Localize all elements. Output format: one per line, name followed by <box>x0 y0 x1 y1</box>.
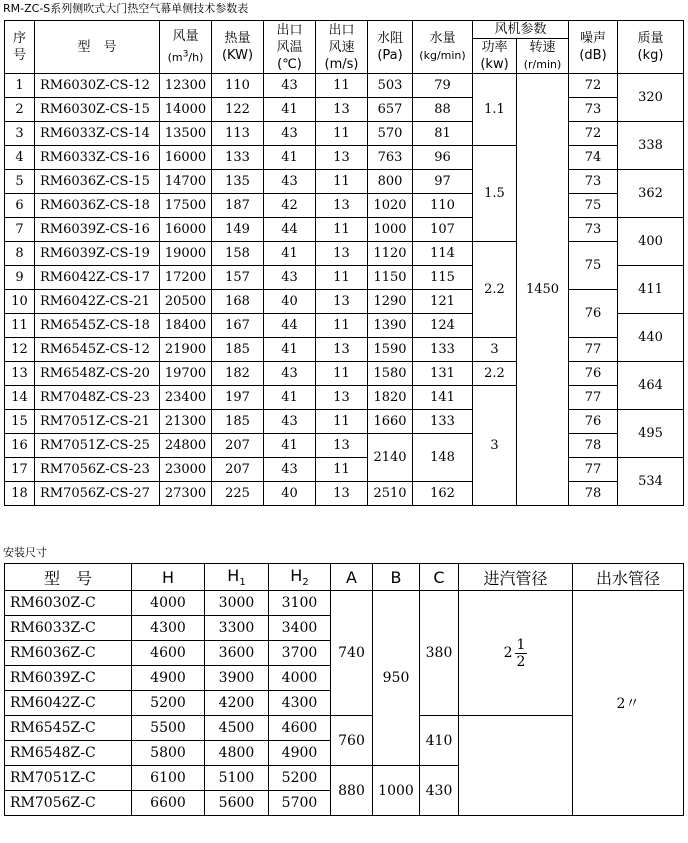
cell-speed: 11 <box>316 314 368 338</box>
cell-noise: 77 <box>569 458 618 482</box>
cell-no: 10 <box>5 290 35 314</box>
cell-h1: 5600 <box>205 791 269 816</box>
cell-model: RM6030Z-CS-12 <box>35 74 160 98</box>
cell-model: RM6036Z-CS-18 <box>35 194 160 218</box>
cell-h2: 4000 <box>269 666 331 691</box>
cell-air: 21300 <box>160 410 212 434</box>
header-water-volume: 水量 (kg/min) <box>413 21 473 74</box>
cell-air: 27300 <box>160 482 212 506</box>
cell-noise: 78 <box>569 482 618 506</box>
cell-noise: 73 <box>569 170 618 194</box>
install-table <box>4 563 684 816</box>
install-header-h: H <box>132 564 205 591</box>
cell-no: 2 <box>5 98 35 122</box>
inlet-fraction: 2 1 2 <box>503 636 526 670</box>
cell-power: 3 <box>473 338 517 362</box>
cell-c: 410 <box>420 716 459 766</box>
cell-noise: 74 <box>569 146 618 170</box>
table-row <box>5 591 684 616</box>
cell-a: 740 <box>331 591 373 716</box>
cell-air: 20500 <box>160 290 212 314</box>
cell-h2: 3700 <box>269 641 331 666</box>
cell-heat: 207 <box>212 434 264 458</box>
cell-temp: 41 <box>264 98 316 122</box>
cell-h1: 4200 <box>205 691 269 716</box>
cell-power: 2.2 <box>473 242 517 338</box>
cell-air: 16000 <box>160 146 212 170</box>
cell-resist: 1820 <box>368 386 413 410</box>
header-water-resistance: 水阻 (Pa) <box>368 21 413 74</box>
cell-heat: 182 <box>212 362 264 386</box>
cell-h1: 3900 <box>205 666 269 691</box>
cell-model: RM6039Z-CS-19 <box>35 242 160 266</box>
cell-b: 1000 <box>373 766 420 816</box>
cell-no: 18 <box>5 482 35 506</box>
cell-model: RM6545Z-C <box>5 716 132 741</box>
table-row <box>5 362 684 386</box>
cell-resist: 1020 <box>368 194 413 218</box>
table-row <box>5 338 684 362</box>
cell-no: 14 <box>5 386 35 410</box>
cell-h1: 5100 <box>205 766 269 791</box>
cell-no: 12 <box>5 338 35 362</box>
cell-heat: 157 <box>212 266 264 290</box>
cell-water: 148 <box>413 434 473 482</box>
cell-air: 21900 <box>160 338 212 362</box>
cell-model: RM7051Z-CS-21 <box>35 410 160 434</box>
cell-model: RM6033Z-C <box>5 616 132 641</box>
cell-model: RM6042Z-C <box>5 691 132 716</box>
cell-heat: 168 <box>212 290 264 314</box>
cell-power: 1.5 <box>473 146 517 242</box>
cell-h: 5800 <box>132 741 205 766</box>
table-row <box>5 482 684 506</box>
cell-speed: 13 <box>316 194 368 218</box>
cell-resist: 1150 <box>368 266 413 290</box>
cell-air: 19000 <box>160 242 212 266</box>
cell-water: 124 <box>413 314 473 338</box>
table-row <box>5 146 684 170</box>
cell-temp: 43 <box>264 122 316 146</box>
cell-speed: 13 <box>316 146 368 170</box>
cell-no: 17 <box>5 458 35 482</box>
cell-temp: 43 <box>264 266 316 290</box>
cell-model: RM6042Z-CS-17 <box>35 266 160 290</box>
cell-water: 141 <box>413 386 473 410</box>
cell-temp: 43 <box>264 410 316 434</box>
header-outlet-speed: 出口 风速 (m/s) <box>316 21 368 74</box>
cell-speed: 11 <box>316 362 368 386</box>
cell-h: 6100 <box>132 766 205 791</box>
cell-air: 14000 <box>160 98 212 122</box>
header-fan-params: 风机参数 <box>473 21 569 39</box>
table-row <box>5 194 684 218</box>
cell-heat: 185 <box>212 338 264 362</box>
cell-h: 4000 <box>132 591 205 616</box>
cell-h: 6600 <box>132 791 205 816</box>
cell-speed: 13 <box>316 434 368 458</box>
cell-water: 131 <box>413 362 473 386</box>
cell-no: 7 <box>5 218 35 242</box>
cell-model: RM7056Z-C <box>5 791 132 816</box>
cell-model: RM6548Z-C <box>5 741 132 766</box>
cell-no: 15 <box>5 410 35 434</box>
cell-mass: 362 <box>618 170 684 218</box>
cell-resist: 503 <box>368 74 413 98</box>
cell-no: 11 <box>5 314 35 338</box>
cell-heat: 167 <box>212 314 264 338</box>
cell-noise: 76 <box>569 410 618 434</box>
cell-no: 5 <box>5 170 35 194</box>
cell-water: 110 <box>413 194 473 218</box>
cell-mass: 411 <box>618 266 684 314</box>
cell-model: RM6036Z-C <box>5 641 132 666</box>
table-row <box>5 218 684 242</box>
cell-water: 81 <box>413 122 473 146</box>
cell-model: RM6039Z-C <box>5 666 132 691</box>
cell-model: RM6033Z-CS-16 <box>35 146 160 170</box>
cell-speed: 13 <box>316 242 368 266</box>
cell-model: RM7056Z-CS-27 <box>35 482 160 506</box>
cell-no: 1 <box>5 74 35 98</box>
cell-temp: 43 <box>264 458 316 482</box>
cell-mass: 320 <box>618 74 684 122</box>
cell-resist: 1580 <box>368 362 413 386</box>
cell-air: 12300 <box>160 74 212 98</box>
page-title: RM-ZC-S系列侧吹式大门热空气幕单侧技术参数表 <box>3 2 249 15</box>
cell-h2: 4900 <box>269 741 331 766</box>
cell-a: 760 <box>331 716 373 766</box>
cell-h1: 4800 <box>205 741 269 766</box>
cell-water: 107 <box>413 218 473 242</box>
cell-model: RM6039Z-CS-16 <box>35 218 160 242</box>
cell-water: 162 <box>413 482 473 506</box>
cell-h: 4300 <box>132 616 205 641</box>
cell-mass: 440 <box>618 314 684 362</box>
header-model: 型 号 <box>35 21 160 74</box>
cell-temp: 40 <box>264 290 316 314</box>
cell-heat: 135 <box>212 170 264 194</box>
cell-noise: 72 <box>569 122 618 146</box>
cell-resist: 1390 <box>368 314 413 338</box>
cell-mass: 534 <box>618 458 684 506</box>
cell-mass: 400 <box>618 218 684 266</box>
table-row <box>5 74 684 98</box>
cell-model: RM6548Z-CS-20 <box>35 362 160 386</box>
header-outlet-temp: 出口 风温 (℃) <box>264 21 316 74</box>
cell-air: 14700 <box>160 170 212 194</box>
cell-heat: 185 <box>212 410 264 434</box>
cell-noise: 77 <box>569 338 618 362</box>
cell-noise: 75 <box>569 242 618 290</box>
cell-heat: 158 <box>212 242 264 266</box>
cell-speed: 13 <box>316 98 368 122</box>
cell-no: 9 <box>5 266 35 290</box>
cell-air: 24800 <box>160 434 212 458</box>
cell-h2: 4600 <box>269 716 331 741</box>
cell-speed: 13 <box>316 338 368 362</box>
cell-speed: 11 <box>316 266 368 290</box>
cell-h: 5200 <box>132 691 205 716</box>
cell-b: 950 <box>373 591 420 766</box>
cell-temp: 41 <box>264 386 316 410</box>
cell-noise: 72 <box>569 74 618 98</box>
cell-model: RM6036Z-CS-15 <box>35 170 160 194</box>
cell-model: RM6042Z-CS-21 <box>35 290 160 314</box>
cell-resist: 1120 <box>368 242 413 266</box>
cell-mass: 338 <box>618 122 684 170</box>
install-header-b: B <box>373 564 420 591</box>
cell-noise: 73 <box>569 218 618 242</box>
cell-resist: 1290 <box>368 290 413 314</box>
cell-no: 6 <box>5 194 35 218</box>
cell-water: 133 <box>413 338 473 362</box>
cell-water: 114 <box>413 242 473 266</box>
cell-outlet: 2〃 <box>573 591 684 816</box>
cell-model: RM6030Z-C <box>5 591 132 616</box>
install-header-outlet: 出水管径 <box>573 564 684 591</box>
cell-heat: 133 <box>212 146 264 170</box>
cell-model: RM7048Z-CS-23 <box>35 386 160 410</box>
table-row <box>5 170 684 194</box>
cell-temp: 44 <box>264 218 316 242</box>
cell-water: 96 <box>413 146 473 170</box>
header-heat: 热量 (KW) <box>212 21 264 74</box>
table-row <box>5 242 684 266</box>
cell-noise: 77 <box>569 386 618 410</box>
cell-temp: 41 <box>264 434 316 458</box>
cell-heat: 122 <box>212 98 264 122</box>
install-header-a: A <box>331 564 373 591</box>
cell-no: 3 <box>5 122 35 146</box>
cell-h: 4900 <box>132 666 205 691</box>
cell-speed: 13 <box>316 290 368 314</box>
cell-speed: 11 <box>316 170 368 194</box>
cell-noise: 78 <box>569 434 618 458</box>
cell-speed: 13 <box>316 482 368 506</box>
cell-c: 430 <box>420 766 459 816</box>
cell-speed: 13 <box>316 386 368 410</box>
cell-heat: 225 <box>212 482 264 506</box>
cell-h2: 4300 <box>269 691 331 716</box>
cell-air: 16000 <box>160 218 212 242</box>
table-row <box>5 458 684 482</box>
install-header-h2: $H_2$ <box>269 564 331 591</box>
cell-mass: 495 <box>618 410 684 458</box>
cell-water: 79 <box>413 74 473 98</box>
cell-speed: 11 <box>316 410 368 434</box>
cell-air: 17200 <box>160 266 212 290</box>
cell-heat: 207 <box>212 458 264 482</box>
header-power: 功率 (kw) <box>473 39 517 74</box>
cell-temp: 42 <box>264 194 316 218</box>
cell-air: 23000 <box>160 458 212 482</box>
table-row <box>5 98 684 122</box>
cell-power: 1.1 <box>473 74 517 146</box>
cell-noise: 73 <box>569 98 618 122</box>
cell-temp: 43 <box>264 74 316 98</box>
cell-power: 3 <box>473 386 517 506</box>
install-header-inlet: 进汽管径 <box>459 564 573 591</box>
cell-noise: 76 <box>569 362 618 386</box>
cell-water: 88 <box>413 98 473 122</box>
table-row <box>5 410 684 434</box>
cell-air: 18400 <box>160 314 212 338</box>
table-row <box>5 290 684 314</box>
header-air-volume: 风量 $(m^3/h)$ <box>160 21 212 74</box>
cell-air: 23400 <box>160 386 212 410</box>
table-row <box>5 434 684 458</box>
cell-temp: 41 <box>264 146 316 170</box>
cell-resist: 763 <box>368 146 413 170</box>
install-header-model: 型 号 <box>5 564 132 591</box>
cell-h1: 4500 <box>205 716 269 741</box>
cell-model: RM6030Z-CS-15 <box>35 98 160 122</box>
cell-inlet-empty <box>459 716 573 816</box>
cell-speed: 11 <box>316 74 368 98</box>
cell-speed: 11 <box>316 122 368 146</box>
cell-temp: 44 <box>264 314 316 338</box>
cell-resist: 1000 <box>368 218 413 242</box>
cell-no: 16 <box>5 434 35 458</box>
cell-noise: 75 <box>569 194 618 218</box>
cell-h: 4600 <box>132 641 205 666</box>
cell-resist: 1660 <box>368 410 413 434</box>
cell-heat: 197 <box>212 386 264 410</box>
cell-fan-speed: 1450 <box>517 74 569 506</box>
header-noise: 噪声 (dB) <box>569 21 618 74</box>
cell-noise: 76 <box>569 290 618 338</box>
table-row <box>5 386 684 410</box>
cell-heat: 113 <box>212 122 264 146</box>
cell-heat: 149 <box>212 218 264 242</box>
cell-speed: 11 <box>316 218 368 242</box>
cell-inlet <box>459 591 573 716</box>
cell-air: 13500 <box>160 122 212 146</box>
cell-h2: 5700 <box>269 791 331 816</box>
cell-a: 880 <box>331 766 373 816</box>
cell-temp: 41 <box>264 338 316 362</box>
cell-air: 17500 <box>160 194 212 218</box>
cell-resist: 800 <box>368 170 413 194</box>
cell-air: 19700 <box>160 362 212 386</box>
cell-h1: 3300 <box>205 616 269 641</box>
cell-h: 5500 <box>132 716 205 741</box>
cell-water: 115 <box>413 266 473 290</box>
install-header-h1: $H_1$ <box>205 564 269 591</box>
cell-resist: 2510 <box>368 482 413 506</box>
header-no: 序 号 <box>5 21 35 74</box>
cell-h2: 3400 <box>269 616 331 641</box>
cell-resist: 657 <box>368 98 413 122</box>
cell-water: 97 <box>413 170 473 194</box>
cell-model: RM6545Z-CS-12 <box>35 338 160 362</box>
cell-model: RM6033Z-CS-14 <box>35 122 160 146</box>
cell-no: 4 <box>5 146 35 170</box>
cell-resist: 1590 <box>368 338 413 362</box>
cell-model: RM7056Z-CS-23 <box>35 458 160 482</box>
cell-temp: 41 <box>264 242 316 266</box>
table-row <box>5 122 684 146</box>
cell-power: 2.2 <box>473 362 517 386</box>
cell-temp: 40 <box>264 482 316 506</box>
cell-water: 133 <box>413 410 473 434</box>
cell-model: RM6545Z-CS-18 <box>35 314 160 338</box>
cell-no: 8 <box>5 242 35 266</box>
cell-model: RM7051Z-CS-25 <box>35 434 160 458</box>
cell-resist: 2140 <box>368 434 413 482</box>
cell-resist: 570 <box>368 122 413 146</box>
cell-h1: 3000 <box>205 591 269 616</box>
cell-speed: 11 <box>316 458 368 482</box>
cell-heat: 187 <box>212 194 264 218</box>
cell-mass: 464 <box>618 362 684 410</box>
cell-c: 380 <box>420 591 459 716</box>
cell-model: RM7051Z-C <box>5 766 132 791</box>
install-section-title: 安装尺寸 <box>3 546 47 559</box>
cell-no: 13 <box>5 362 35 386</box>
spec-table <box>4 20 684 506</box>
cell-heat: 110 <box>212 74 264 98</box>
header-mass: 质量 (kg) <box>618 21 684 74</box>
cell-temp: 43 <box>264 362 316 386</box>
cell-h1: 3600 <box>205 641 269 666</box>
cell-h2: 5200 <box>269 766 331 791</box>
header-speed: 转速 (r/min) <box>517 39 569 74</box>
cell-h2: 3100 <box>269 591 331 616</box>
cell-water: 121 <box>413 290 473 314</box>
cell-temp: 43 <box>264 170 316 194</box>
install-header-c: C <box>420 564 459 591</box>
